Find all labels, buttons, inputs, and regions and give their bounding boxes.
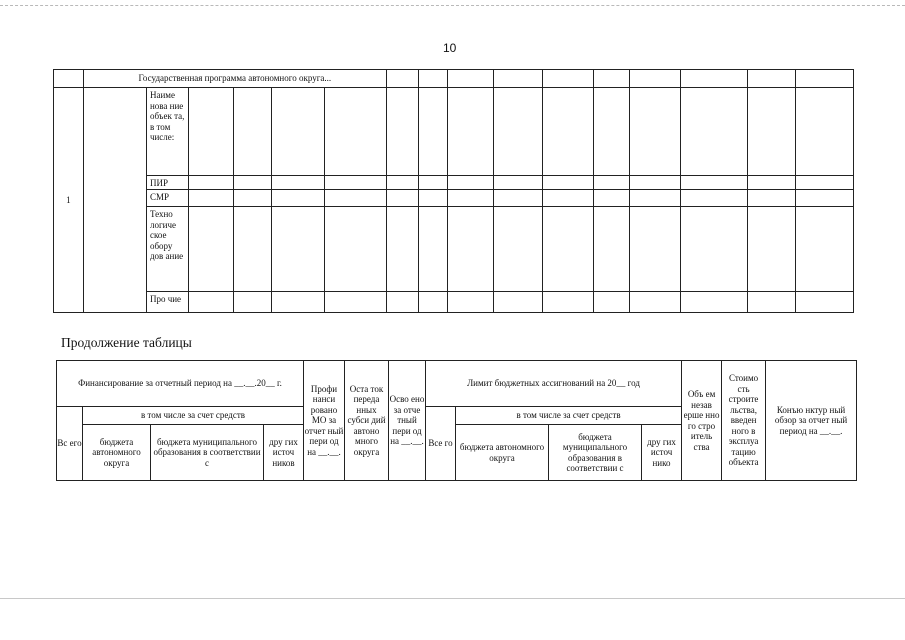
total-2-header: Все го	[426, 407, 456, 481]
continuation-title: Продолжение таблицы	[61, 335, 192, 350]
scan-bottom-border	[0, 598, 905, 599]
municipal-budget-1-header: бюджета муниципального образования в соответствии с	[151, 425, 264, 481]
objects-table	[53, 69, 854, 313]
financing-period-header: Финансирование за отчетный период на __.__.20__ г.	[57, 361, 304, 407]
program-title: Государственная программа автономного округа...	[83, 70, 386, 88]
municipal-budget-2-header: бюджета муниципального образования в соответствии с	[549, 425, 642, 481]
pir-cell: ПИР	[146, 176, 188, 190]
balance-subsidies-header: Оста ток переда нных субси дий автоно много округа	[345, 361, 389, 481]
table-row	[54, 207, 854, 292]
developed-header: Осво ено за отче тный пери од на __.__.	[389, 361, 426, 481]
total-1-header: Вс его	[57, 407, 83, 481]
financed-mo-header: Профи нанси ровано МО за отчет ный пери од на __.__.	[304, 361, 345, 481]
page-number: 10	[443, 41, 457, 55]
object-name-cell: Наиме нова ние объек та, в том числе:	[146, 88, 188, 176]
table-row	[54, 176, 854, 190]
including-sources-1-header: в том числе за счет средств	[83, 407, 304, 425]
district-budget-2-header: бюджета автономного округа	[456, 425, 549, 481]
financing-table	[56, 360, 857, 481]
other-sources-1-header: дру гих источ ников	[264, 425, 304, 481]
scan-top-border	[0, 5, 905, 6]
table-row	[54, 292, 854, 313]
budget-limit-header: Лимит бюджетных ассигнований на 20__ год	[426, 361, 682, 407]
market-review-header: Конъю нктур ный обзор за отчет ный период на __.__.	[766, 361, 857, 481]
table-row	[54, 190, 854, 207]
program-header-row	[54, 70, 854, 88]
district-budget-1-header: бюджета автономного округа	[83, 425, 151, 481]
smr-cell: СМР	[146, 190, 188, 207]
header-row-1	[57, 361, 857, 407]
including-sources-2-header: в том числе за счет средств	[456, 407, 682, 425]
construction-cost-header: Стоимо сть строите льства, введен ного в эксплуа тацию объекта	[722, 361, 766, 481]
equipment-cell: Техно логиче ское обору дов ание	[146, 207, 188, 292]
row-number: 1	[54, 88, 84, 313]
other-sources-2-header: дру гих источ нико	[642, 425, 682, 481]
other-cell: Про чие	[146, 292, 188, 313]
unfinished-volume-header: Объ ем незав ерше нно го стро итель ства	[682, 361, 722, 481]
table-row	[54, 88, 854, 176]
